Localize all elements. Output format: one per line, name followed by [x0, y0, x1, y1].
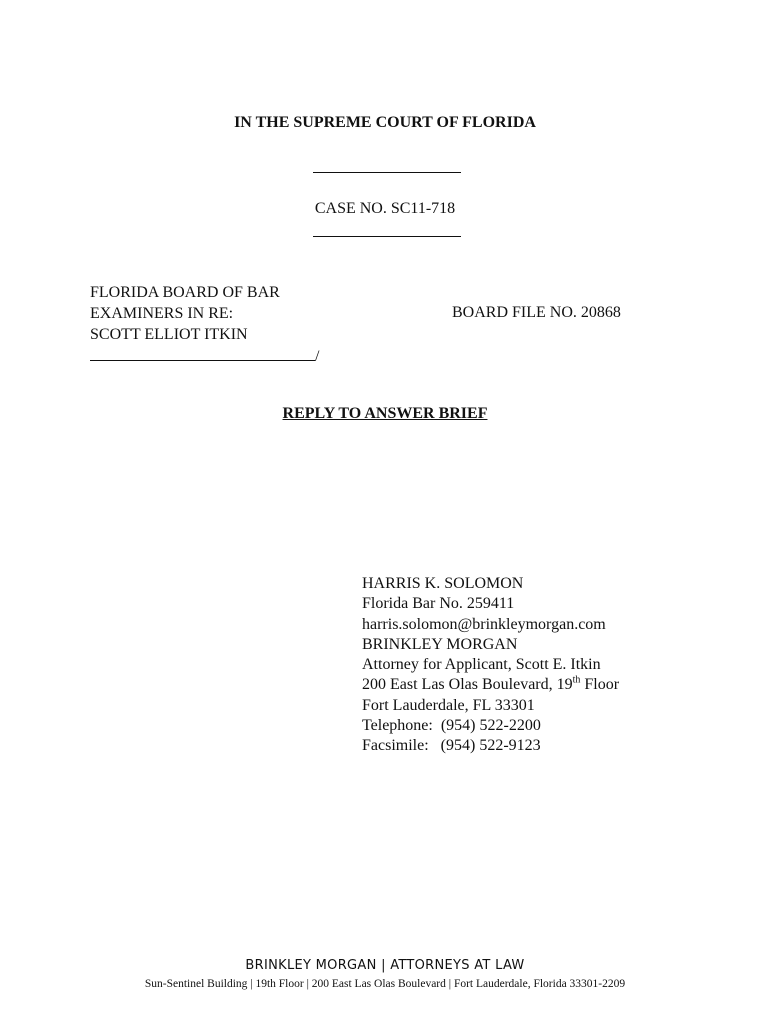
footer-firm-line: BRINKLEY MORGAN | ATTORNEYS AT LAW	[245, 958, 525, 973]
attorney-role: Attorney for Applicant, Scott E. Itkin	[362, 656, 601, 674]
caption-closing-line	[90, 345, 319, 367]
city-state-zip: Fort Lauderdale, FL 33301	[362, 696, 535, 714]
street-address	[362, 675, 619, 695]
signature-block	[362, 574, 619, 757]
case-number: CASE NO. SC11-718	[314, 200, 456, 217]
bar-number: Florida Bar No. 259411	[362, 595, 515, 613]
street-address-ordinal: th	[572, 675, 581, 687]
street-address-suffix: Floor	[580, 676, 620, 694]
footer-address-line: Sun-Sentinel Building | 19th Floor | 200 East Las Olas Boulevard | Fort Lauderdale, Florida 33301-2209	[144, 978, 626, 990]
attorney-name: HARRIS K. SOLOMON	[362, 575, 524, 592]
caption-line-2: EXAMINERS IN RE:	[90, 305, 234, 322]
case-caption	[90, 282, 319, 367]
street-address-prefix: 200 East Las Olas Boulevard, 19	[362, 676, 573, 694]
caption-slash: /	[315, 348, 320, 365]
caption-line-1: FLORIDA BOARD OF BAR	[90, 284, 280, 301]
firm-name: BRINKLEY MORGAN	[362, 635, 518, 653]
telephone: Telephone: (954) 522-2200	[362, 717, 541, 735]
case-rule-top	[313, 172, 461, 173]
caption-line-3: SCOTT ELLIOT ITKIN	[90, 326, 248, 343]
facsimile: Facsimile: (954) 522-9123	[362, 737, 541, 755]
board-file-number: BOARD FILE NO. 20868	[452, 304, 621, 321]
document-title: REPLY TO ANSWER BRIEF	[282, 405, 488, 422]
caption-underline	[90, 345, 315, 361]
case-rule-bottom	[313, 236, 461, 237]
attorney-email: harris.solomon@brinkleymorgan.com	[362, 615, 606, 633]
court-heading: IN THE SUPREME COURT OF FLORIDA	[234, 114, 536, 131]
